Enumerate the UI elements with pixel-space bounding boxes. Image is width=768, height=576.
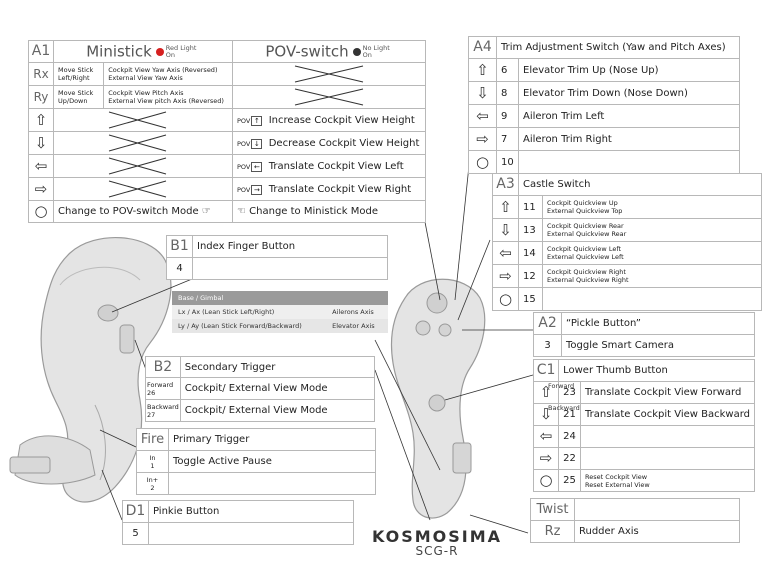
a3-castle-table: [492, 173, 762, 311]
button-number: 12: [519, 265, 543, 288]
cross-icon: [54, 132, 232, 154]
arrow-up-icon: ⇧: [29, 109, 54, 132]
action-text: Aileron Trim Right: [519, 128, 740, 151]
rz-axis-label: Rz: [531, 521, 575, 543]
sub-label: Forward: [147, 380, 174, 389]
pov-tag: POV: [237, 116, 251, 125]
a1-pov-down-action: [233, 132, 426, 155]
c1-thumb-table: [533, 359, 755, 492]
a1-down-ministick-unused: [54, 132, 233, 155]
gimbal-input: Ly / Ay (Lean Stick Forward/Backward): [172, 319, 326, 333]
action-text: Decrease Cockpit View Height: [268, 137, 420, 149]
arrow-down-icon: ⇩: [469, 82, 497, 105]
action-text: Cockpit/ External View Mode: [180, 378, 374, 400]
action-text: Rudder Axis: [575, 521, 740, 543]
fire-in-cell: [137, 451, 169, 473]
glyph: ⇧: [539, 383, 553, 401]
press-left-text: Change to POV-switch Mode: [58, 206, 199, 217]
fire-trigger-table: [136, 428, 376, 495]
arrow-left-icon: ⇦: [534, 426, 559, 448]
sub-label: Backward: [548, 404, 580, 412]
press-circle-icon: ○: [534, 470, 559, 492]
button-number: 25: [559, 470, 581, 492]
arrow-right-icon: ⇨: [493, 265, 519, 288]
action-text: Cockpit/ External View Mode: [180, 400, 374, 422]
action-text: Elevator Trim Up (Nose Up): [519, 59, 740, 82]
a2-title: “Pickle Button”: [562, 313, 755, 335]
action-text: Reset Cockpit View Reset External View: [581, 470, 755, 492]
no-light-label: No Light On: [362, 43, 390, 59]
button-number: 8: [497, 82, 519, 105]
b2-title: Secondary Trigger: [180, 357, 374, 378]
d1-title: Pinkie Button: [149, 501, 354, 523]
button-number: 11: [519, 196, 543, 219]
a3-label: A3: [493, 174, 519, 196]
fire-title: Primary Trigger: [169, 429, 376, 451]
red-light-dot-icon: [156, 48, 164, 56]
arrow-up-icon: ⇧: [469, 59, 497, 82]
twist-label: Twist: [531, 499, 575, 521]
cross-icon: [233, 63, 425, 85]
d1-pinkie-table: [122, 500, 354, 545]
arrow-left-icon: ⇦: [469, 105, 497, 128]
pov-left-icon: ←: [251, 162, 262, 172]
rx-axis-label: Rx: [29, 63, 54, 86]
b1-label: B1: [167, 236, 193, 258]
button-number: 13: [519, 219, 543, 242]
a2-label: A2: [534, 313, 562, 335]
a1-ministick-header: [54, 41, 233, 63]
twist-table: [530, 498, 740, 543]
cross-icon: [54, 109, 232, 131]
b2-secondary-table: [145, 356, 375, 422]
brand-logo: [367, 527, 507, 558]
button-number: 10: [497, 151, 519, 174]
arrow-right-icon: ⇨: [534, 448, 559, 470]
brand-model: SCG-R: [415, 544, 459, 558]
button-number: 24: [559, 426, 581, 448]
b1-action-empty: [193, 258, 388, 280]
arrow-up-icon: ⇧: [493, 196, 519, 219]
ry-move-label: Move Stick Up/Down: [54, 86, 104, 109]
action-text: Aileron Trim Left: [519, 105, 740, 128]
c1-title: Lower Thumb Button: [559, 360, 755, 382]
action-text: Elevator Trim Down (Nose Down): [519, 82, 740, 105]
press-right-text: Change to Ministick Mode: [249, 206, 378, 217]
button-number: 27: [147, 410, 156, 419]
sub-label: Backward: [147, 402, 179, 411]
rx-move-label: Move Stick Left/Right: [54, 63, 104, 86]
a1-press-left: [54, 201, 233, 223]
action-text: Toggle Active Pause: [169, 451, 376, 473]
a1-ministick-table: [28, 40, 426, 223]
press-circle-icon: ○: [493, 288, 519, 311]
c1-label: C1: [534, 360, 559, 382]
action-text: [581, 448, 755, 470]
action-text: Toggle Smart Camera: [562, 335, 755, 357]
gimbal-axis: Ailerons Axis: [326, 305, 388, 319]
arrow-right-icon: ⇨: [29, 178, 54, 201]
arrow-left-icon: ⇦: [29, 155, 54, 178]
a1-pov-right-action: [233, 178, 426, 201]
sub-label: In+: [146, 475, 159, 484]
gimbal-input: Lx / Ax (Lean Stick Left/Right): [172, 305, 326, 319]
ry-pov-unused: [233, 86, 426, 109]
pov-right-icon: →: [251, 185, 262, 195]
arrow-right-icon: ⇨: [469, 128, 497, 151]
a4-trim-table: [468, 36, 740, 174]
button-number: 2: [150, 483, 155, 492]
press-circle-icon: ○: [29, 201, 54, 223]
hand-pointer-right-icon: ☞: [201, 206, 211, 217]
gimbal-table: [172, 291, 388, 333]
action-text: [519, 151, 740, 174]
a1-up-ministick-unused: [54, 109, 233, 132]
button-number: 26: [147, 388, 156, 397]
fire-label: Fire: [137, 429, 169, 451]
a1-label: A1: [29, 41, 54, 63]
d1-action-empty: [149, 523, 354, 545]
d1-label: D1: [123, 501, 149, 523]
pov-tag: POV: [237, 185, 251, 194]
action-text: Cockpit Quickview Rear External Quickview Rear: [543, 219, 762, 242]
b1-title: Index Finger Button: [193, 236, 388, 258]
brand-name: KOSMOSIMA: [371, 527, 503, 546]
action-text: Cockpit Quickview Left External Quickview Left: [543, 242, 762, 265]
fire-inplus-cell: [137, 473, 169, 495]
action-text: Translate Cockpit View Backward: [581, 404, 755, 426]
press-circle-icon: ○: [469, 151, 497, 174]
b2-label: B2: [146, 357, 181, 378]
cross-icon: [54, 155, 232, 177]
action-text: Increase Cockpit View Height: [268, 114, 415, 126]
ry-axis-label: Ry: [29, 86, 54, 109]
twist-title-empty: [575, 499, 740, 521]
a1-pov-header: [233, 41, 426, 63]
button-number: 23: [559, 382, 581, 404]
a4-label: A4: [469, 37, 497, 59]
no-light-dot-icon: [353, 48, 361, 56]
ministick-title: Ministick: [86, 42, 152, 60]
button-number: 6: [497, 59, 519, 82]
ry-desc: Cockpit View Pitch Axis External View pitch Axis (Reversed): [104, 86, 233, 109]
rx-pov-unused: [233, 63, 426, 86]
red-light-label: Red Light On: [165, 43, 197, 59]
a2-pickle-table: [533, 312, 755, 357]
a1-pov-up-action: [233, 109, 426, 132]
rx-desc: Cockpit View Yaw Axis (Reversed) External View Yaw Axis: [104, 63, 233, 86]
pov-switch-title: POV-switch: [265, 42, 349, 60]
glyph: ⇩: [539, 405, 553, 423]
action-text: Translate Cockpit View Forward: [581, 382, 755, 404]
action-text: Cockpit Quickview Up External Quickview Top: [543, 196, 762, 219]
pov-tag: POV: [237, 162, 251, 171]
arrow-down-icon: ⇩: [493, 219, 519, 242]
button-number: 21: [559, 404, 581, 426]
button-number: 5: [123, 523, 149, 545]
pov-tag: POV: [237, 139, 251, 148]
button-number: 1: [150, 461, 155, 470]
b2-forward-cell: [146, 378, 181, 400]
cross-icon: [54, 178, 232, 200]
hand-pointer-left-icon: ☜: [237, 206, 246, 217]
a1-right-ministick-unused: [54, 178, 233, 201]
button-number: 14: [519, 242, 543, 265]
cross-icon: [233, 86, 425, 108]
sub-label: Forward: [548, 382, 575, 390]
action-text: Translate Cockpit View Left: [268, 160, 404, 172]
b2-backward-cell: [146, 400, 181, 422]
a1-pov-left-action: [233, 155, 426, 178]
a1-press-right: [233, 201, 426, 223]
button-number: 4: [167, 258, 193, 280]
action-text: [543, 288, 762, 311]
button-number: 22: [559, 448, 581, 470]
b1-index-table: [166, 235, 388, 280]
action-text: Cockpit Quickview Right External Quickview Right: [543, 265, 762, 288]
action-text: Translate Cockpit View Right: [268, 183, 412, 195]
arrow-left-icon: ⇦: [493, 242, 519, 265]
button-number: 9: [497, 105, 519, 128]
a4-title: Trim Adjustment Switch (Yaw and Pitch Axes): [497, 37, 740, 59]
gimbal-title: Base / Gimbal: [172, 291, 388, 305]
a3-title: Castle Switch: [519, 174, 762, 196]
button-number: 3: [534, 335, 562, 357]
pov-up-icon: ↑: [251, 116, 262, 126]
button-number: 7: [497, 128, 519, 151]
pov-down-icon: ↓: [251, 139, 262, 149]
action-text: [581, 426, 755, 448]
arrow-down-icon: ⇩: [29, 132, 54, 155]
gimbal-axis: Elevator Axis: [326, 319, 388, 333]
sub-label: In: [149, 453, 156, 462]
button-number: 15: [519, 288, 543, 311]
action-text: [169, 473, 376, 495]
a1-left-ministick-unused: [54, 155, 233, 178]
